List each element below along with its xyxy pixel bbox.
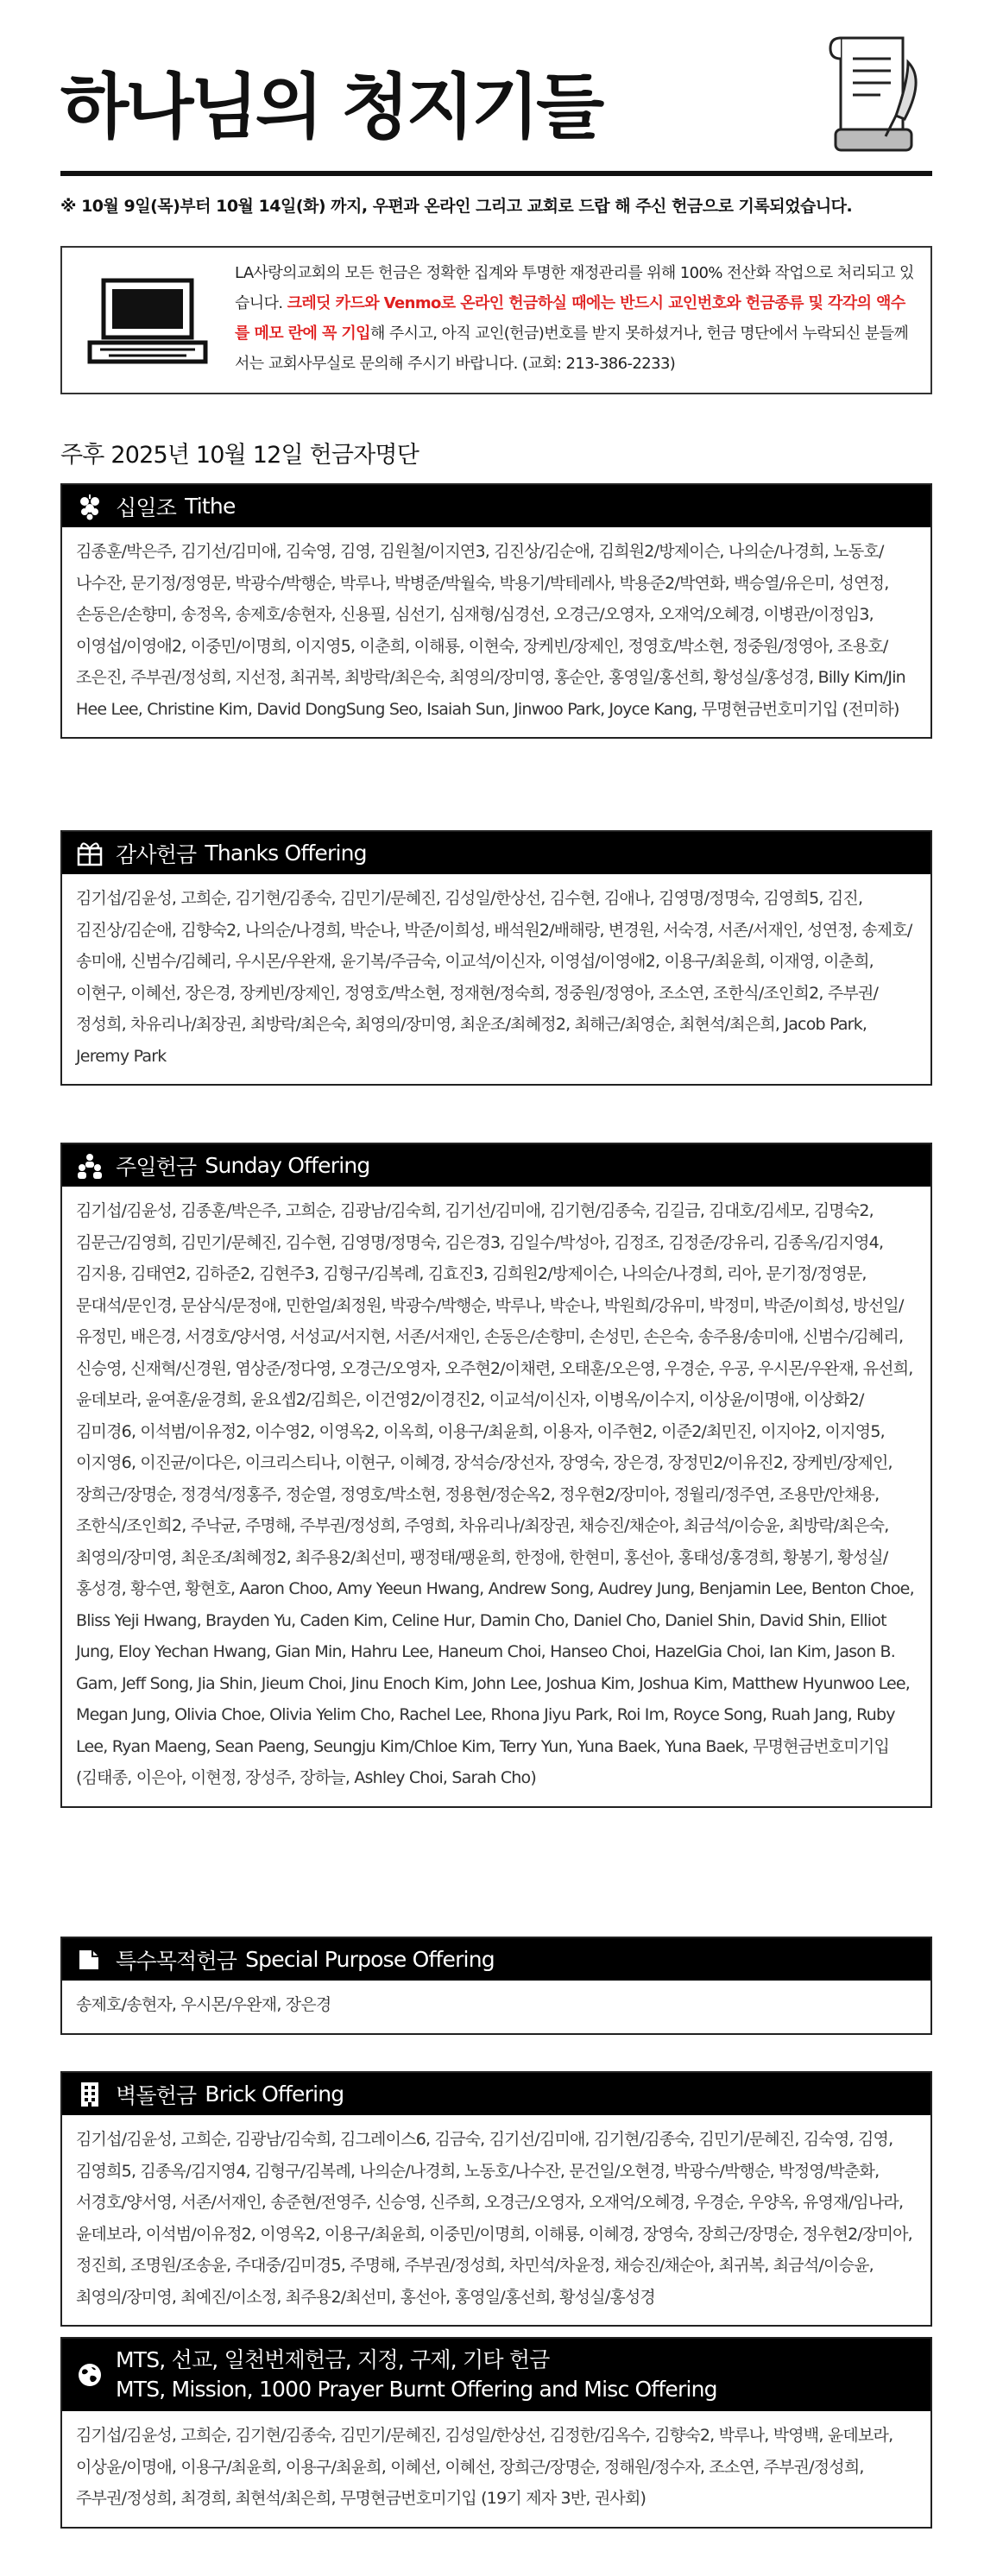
thanks-names: 김기섭/김윤성, 고희순, 김기현/김종숙, 김민기/문혜진, 김성일/한상선, 김수현, 김애나, 김영명/정명숙, 김영희5, 김진, 김진상/김순애, 김향숙2, 나의순/나경희, 박순나, 박준/이희성, 배석원2/배해랑, 변경원, 서숙경, 서존/서재인, 성연정, 송제호/송미애, 신범수/김혜리, 우시몬/우완재, 윤기복/주금숙, 이교석/이신자, 이영섭/이영애2, 이용구/최윤희, 이재영, 이춘희, 이현구, 이혜선, 장은경, 장케빈/장제인, 정영호/박소현, 정재현/정숙희, 정중원/정영아, 조소연, 조한식/조인희2, 주부권/정성희, 차유리나/최장권, 최방락/최은숙, 최영의/장미영, 최운조/최혜정2, 최해근/최영순, 최현석/최은희, Jacob Park, Jeremy Park	[76, 889, 912, 1066]
mts-title-block	[116, 2346, 717, 2404]
brick-names: 김기섭/김윤성, 고희순, 김광남/김숙희, 김그레이스6, 김금숙, 김기선/김미애, 김기현/김종숙, 김민기/문혜진, 김숙영, 김영, 김영희5, 김종옥/김지영4, 김형구/김복례, 나의순/나경희, 노동호/나수잔, 문건일/오현경, 박광수/박행순, 박정영/박춘화, 서경호/양서영, 서존/서재인, 송준현/전영주, 신승영, 신주희, 오경근/오영자, 오재억/오혜경, 우경순, 우양옥, 유영재/임나라, 윤데보라, 이석범/이유정2, 이영옥2, 이용구/최윤희, 이중민/이명희, 이해룡, 이혜경, 장영숙, 장희근/장명순, 정우현2/장미아, 정진희, 조명원/조송윤, 주대중/김미경5, 주명해, 주부권/정성희, 차민석/차윤정, 채승진/채순아, 최귀복, 최금석/이승윤, 최영의/장미영, 최예진/이소정, 최주용2/최선미, 홍선아, 홍영일/홍선희, 황성실/홍성경	[76, 2130, 912, 2307]
people-icon	[76, 1152, 104, 1180]
special-title-ko: 특수목적헌금	[116, 1948, 237, 1974]
brick-title-en: Brick Offering	[205, 2082, 344, 2107]
tithe-title-en: Tithe	[185, 494, 236, 519]
special-names: 송제호/송현자, 우시몬/우완재, 장은경	[76, 1995, 331, 2014]
page-title: 하나님의 청지기들	[60, 66, 602, 148]
computer-icon	[83, 277, 212, 368]
sunday-title-ko: 주일헌금	[116, 1154, 197, 1180]
date-range-note: ※ 10월 9일(목)부터 10월 14일(화) 까지, 우편과 온라인 그리고 교회로 드랍 해 주신 헌금으로 기록되었습니다.	[60, 197, 853, 216]
brick-title-ko: 벽돌헌금	[116, 2082, 197, 2108]
tithe-section	[60, 483, 932, 739]
special-title-en: Special Purpose Offering	[245, 1947, 495, 1972]
thanks-title-ko: 감사헌금	[116, 841, 197, 867]
title-rule	[60, 171, 932, 176]
grapes-icon	[76, 493, 104, 520]
sunday-names: 김기섭/김윤성, 김종훈/박은주, 고희순, 김광남/김숙희, 김기선/김미애, 김기현/김종숙, 김길금, 김대호/김세모, 김명숙2, 김문근/김영희, 김민기/문혜진, 김수현, 김영명/정명숙, 김은경3, 김일수/박성아, 김정조, 김정준/강유리, 김종옥/김지영4, 김지용, 김태연2, 김하준2, 김현주3, 김형구/김복례, 김효진3, 김희원2/방제이슨, 나의순/나경희, 리아, 문기정/정영문, 문대석/문인경, 문삼식/문정애, 민한얼/최정원, 박광수/박행순, 박루나, 박순나, 박원희/강유미, 박정미, 박준/이희성, 방선일/유정민, 배은경, 서경호/양서영, 서성교/서지현, 서존/서재인, 손동은/손향미, 손성민, 손은숙, 송주용/송미애, 신범수/김혜리, 신승영, 신재혁/신경원, 염상준/정다영, 오경근/오영자, 오주현2/이채련, 오태훈/오은영, 우경순, 우공, 우시몬/우완재, 유선희, 윤데보라, 윤여훈/윤경희, 윤요셉2/김희은, 이건영2/이경진2, 이교석/이신자, 이병옥/이수지, 이상윤/이명애, 이상화2/김미경6, 이석범/이유정2, 이수영2, 이영옥2, 이옥희, 이용구/최윤희, 이용자, 이주현2, 이준2/최민진, 이지아2, 이지영5, 이지영6, 이진균/이다은, 이크리스티나, 이현구, 이혜경, 장석승/장선자, 장영숙, 장은경, 장정민2/이유진2, 장케빈/장제인, 장희근/장명순, 정경석/정홍주, 정순열, 정영호/박소현, 정용현/정순옥2, 정우현2/장미아, 정월리/정주연, 조용만/안채용, 조한식/조인희2, 주낙균, 주명해, 주부권/정성희, 주영희, 차유리나/최장권, 채승진/채순아, 최금석/이승윤, 최방락/최은숙, 최영의/장미영, 최운조/최혜정2, 최주용2/최선미, 팽정태/팽윤희, 한정애, 한현미, 홍선아, 홍태성/홍경희, 황봉기, 황성실/홍성경, 황수연, 황현호, Aaron Choo, Amy Yeeun Hwang, Andrew Song, Audrey Jung, Benjamin Lee, Benton Choe, Bliss Yeji Hwang, Brayden Yu, Caden Kim, Celine Hur, Damin Cho, Daniel Cho, Daniel Shin, David Shin, Elliot Jung, Eloy Yechan Hwang, Gian Min, Hahru Lee, Haneum Choi, Hanseo Choi, HazelGia Choi, Ian Kim, Jason B. Gam, Jeff Song, Jia Shin, Jieum Choi, Jinu Enoch Kim, John Lee, Joshua Kim, Joshua Kim, Matthew Hyunwoo Lee, Megan Jung, Olivia Choe, Olivia Yelim Cho, Rachel Lee, Rhona Jiyu Park, Roi Im, Royce Song, Ruah Jang, Ruby Lee, Ryan Maeng, Sean Paeng, Seungju Kim/Chloe Kim, Terry Yun, Yuna Baek, Yuna Baek, 무명현금번호미기입 (김태종, 이은아, 이현정, 장성주, 장하늘, Ashley Choi, Sarah Cho)	[76, 1201, 914, 1787]
notice-text	[235, 258, 917, 379]
notice-text-red: 크레딧 카드와 Venmo로 온라인 헌금하실 때에는 반드시 교인번호와 헌금종류 및 각각의 액수를 메모 란에 꼭 기입	[235, 294, 905, 343]
thanks-section	[60, 830, 932, 1086]
sunday-title-en: Sunday Offering	[205, 1153, 370, 1178]
mts-names: 김기섭/김윤성, 고희순, 김기현/김종숙, 김민기/문혜진, 김성일/한상선, 김정한/김옥수, 김향숙2, 박루나, 박영백, 윤데보라, 이상윤/이명애, 이용구/최윤희, 이용구/최윤희, 이혜선, 이혜선, 장희근/장명순, 정해원/정수자, 조소연, 주부권/정성희, 주부권/정성희, 최경희, 최현석/최은희, 무명현금번호미기입 (19기 제자 3반, 권사회)	[76, 2426, 893, 2508]
list-date-heading: 주후 2025년 10월 12일 헌금자명단	[60, 442, 419, 469]
mts-header	[62, 2339, 930, 2411]
tithe-header	[62, 485, 930, 527]
mts-section	[60, 2337, 932, 2529]
tithe-names: 김종훈/박은주, 김기선/김미애, 김숙영, 김영, 김원철/이지연3, 김진상/김순애, 김희원2/방제이슨, 나의순/나경희, 노동호/나수잔, 문기정/정영문, 박광수/박행순, 박루나, 박병준/박월숙, 박용기/박테레사, 박용준2/박연화, 백승열/유은미, 성연정, 손동은/손향미, 송정옥, 송제호/송현자, 신용필, 심선기, 심재형/심경선, 오경근/오영자, 오재억/오혜경, 이병관/이정임3, 이영섭/이영애2, 이중민/이명희, 이지영5, 이춘희, 이해룡, 이현숙, 장케빈/장제인, 정영호/박소현, 정중원/정영아, 조용호/조은진, 주부권/정성희, 지선정, 최귀복, 최방락/최은숙, 최영의/장미영, 홍순안, 홍영일/홍선희, 황성실/홍성경, Billy Kim/Jin Hee Lee, Christine Kim, David DongSung Seo, Isaiah Sun, Jinwoo Park, Joyce Kang, 무명현금번호미기입 (전미하)	[76, 542, 905, 719]
tithe-title-ko: 십일조	[116, 494, 177, 520]
notice-text-2: 해 주시고, 아직 교인(헌금)번호를 받지 못하셨거나, 헌금 명단에서 누락되신 분들께서는 교회사무실로 문의해 주시기 바랍니다. (교회: 213-386-2233)	[235, 324, 909, 373]
gift-icon	[76, 840, 104, 867]
mts-title-ko: MTS, 선교, 일천번제헌금, 지정, 구제, 기타 헌금	[116, 2347, 550, 2372]
brick-section	[60, 2071, 932, 2327]
building-icon	[76, 2081, 104, 2108]
special-section	[60, 1937, 932, 2035]
brick-header	[62, 2073, 930, 2115]
notice-box	[60, 246, 932, 394]
sunday-section	[60, 1143, 932, 1808]
globe-icon	[76, 2361, 104, 2389]
scroll-quill-icon	[829, 33, 924, 162]
thanks-title-en: Thanks Offering	[205, 841, 367, 866]
thanks-header	[62, 832, 930, 874]
flag-icon	[76, 1946, 104, 1974]
special-header	[62, 1938, 930, 1981]
mts-title-en: MTS, Mission, 1000 Prayer Burnt Offering and Misc Offering	[116, 2377, 717, 2402]
notice-text-1: LA사랑의교회의 모든 헌금은 정확한 집계와 투명한 재정관리를 위해 100% 전산화 작업으로 처리되고 있습니다.	[235, 264, 914, 312]
sunday-header	[62, 1144, 930, 1187]
